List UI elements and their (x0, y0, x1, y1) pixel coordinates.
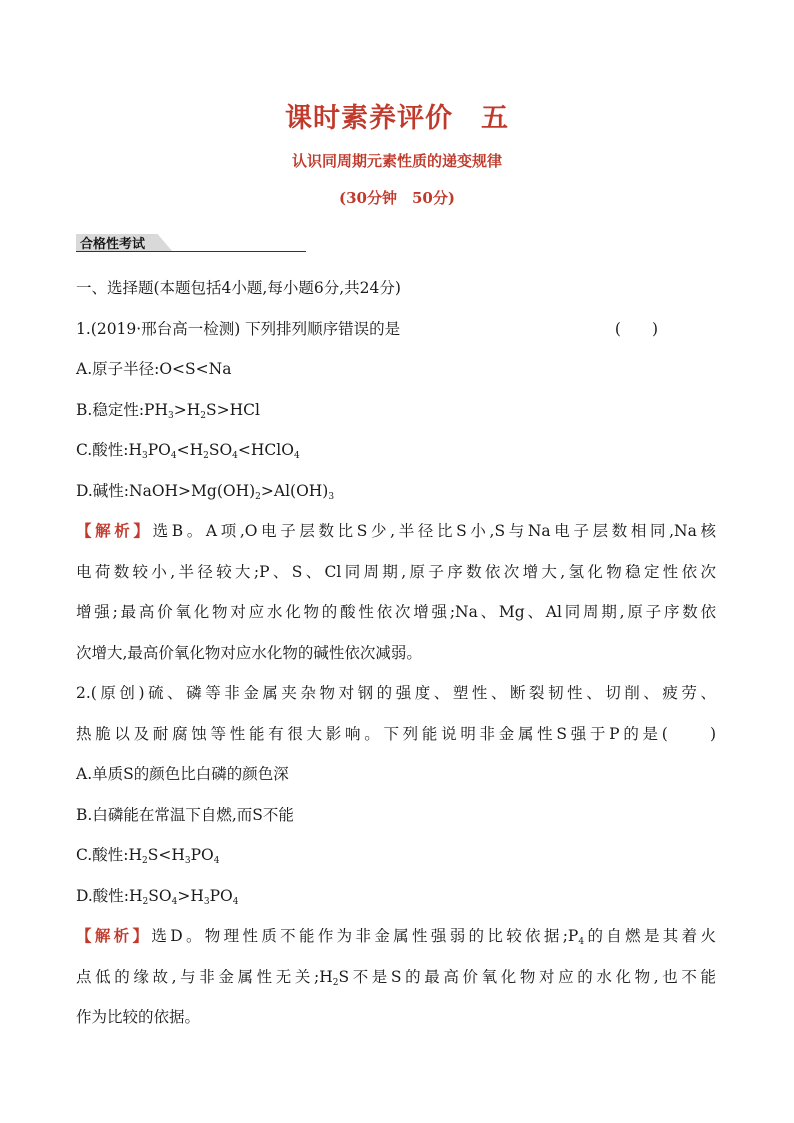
question-2-analysis-line: 点低的缘故,与非金属性无关$;H_2S$不是S的最高价氧化物对应的水化物,也不能 (76, 967, 716, 988)
question-2-option-a: A.单质S的颜色比白磷的颜色深 (76, 765, 289, 783)
page-subtitle: 认识同周期元素性质的递变规律 (291, 152, 502, 170)
question-1-analysis-line: 次增大,最高价氧化物对应水化物的碱性依次减弱。 (76, 643, 422, 662)
document-body (76, 268, 716, 1038)
question-1-analysis-line: 增强;最高价氧化物对应水化物的酸性依次增强;Na、Mg、Al同周期,原子序数依 (76, 603, 716, 621)
question-1-analysis-line: 【解析】选B。A项,O电子层数比S少,半径比S小,S与Na电子层数相同,Na核 (76, 521, 716, 540)
question-2-stem-line: 热脆以及耐腐蚀等性能有很大影响。下列能说明非金属性S强于P的是( ) (76, 724, 716, 743)
question-2-option-c: C.酸性$:H_2S<H_3PO_4$ (76, 846, 220, 866)
question-2-analysis-line: 作为比较的依据。 (76, 1008, 201, 1026)
page-title: 课时素养评价 五 (285, 103, 509, 134)
analysis-tag: 【解析】 (76, 926, 152, 945)
question-2-analysis-line: 【解析】选D。物理性质不能作为非金属性强弱的比较依据$;P_4$的自燃是其着火 (76, 926, 716, 947)
question-1-option-b: B.稳定性$:PH_3>H_2S>HCl$ (76, 400, 260, 421)
question-1-option-a: A.原子半径:O<S<Na (76, 360, 232, 378)
answer-blank: ( ) (614, 319, 658, 338)
analysis-tag: 【解析】 (76, 521, 153, 540)
question-2-option-d: D.酸性$:H_2SO_4>H_3PO_4$ (76, 886, 239, 907)
question-1-option-c: C.酸性$:H_3PO_4<H_2SO_4<HClO_4$ (76, 441, 300, 461)
question-1-analysis-line: 电荷数较小,半径较大;P、S、Cl同周期,原子序数依次增大,氢化物稳定性依次 (76, 562, 716, 581)
question-1-text: 1.(2019·邢台高一检测) 下列排列顺序错误的是 (76, 319, 401, 338)
question-2-option-b: B.白磷能在常温下自燃,而S不能 (76, 805, 294, 824)
question-1-option-d: D.碱性$:NaOH>Mg(OH)_2>Al(OH)_3$ (76, 481, 335, 502)
question-1-stem (76, 309, 716, 350)
section-banner-label: 合格性考试 (80, 237, 146, 252)
question-2-stem-line: 2.(原创)硫、磷等非金属夹杂物对钢的强度、塑性、断裂韧性、切削、疲劳、 (76, 684, 716, 702)
part-heading: 一、选择题(本题包括4小题,每小题6分,共24分) (76, 279, 401, 297)
time-score-info: (30分钟 50分) (339, 189, 455, 207)
section-banner (76, 232, 306, 252)
